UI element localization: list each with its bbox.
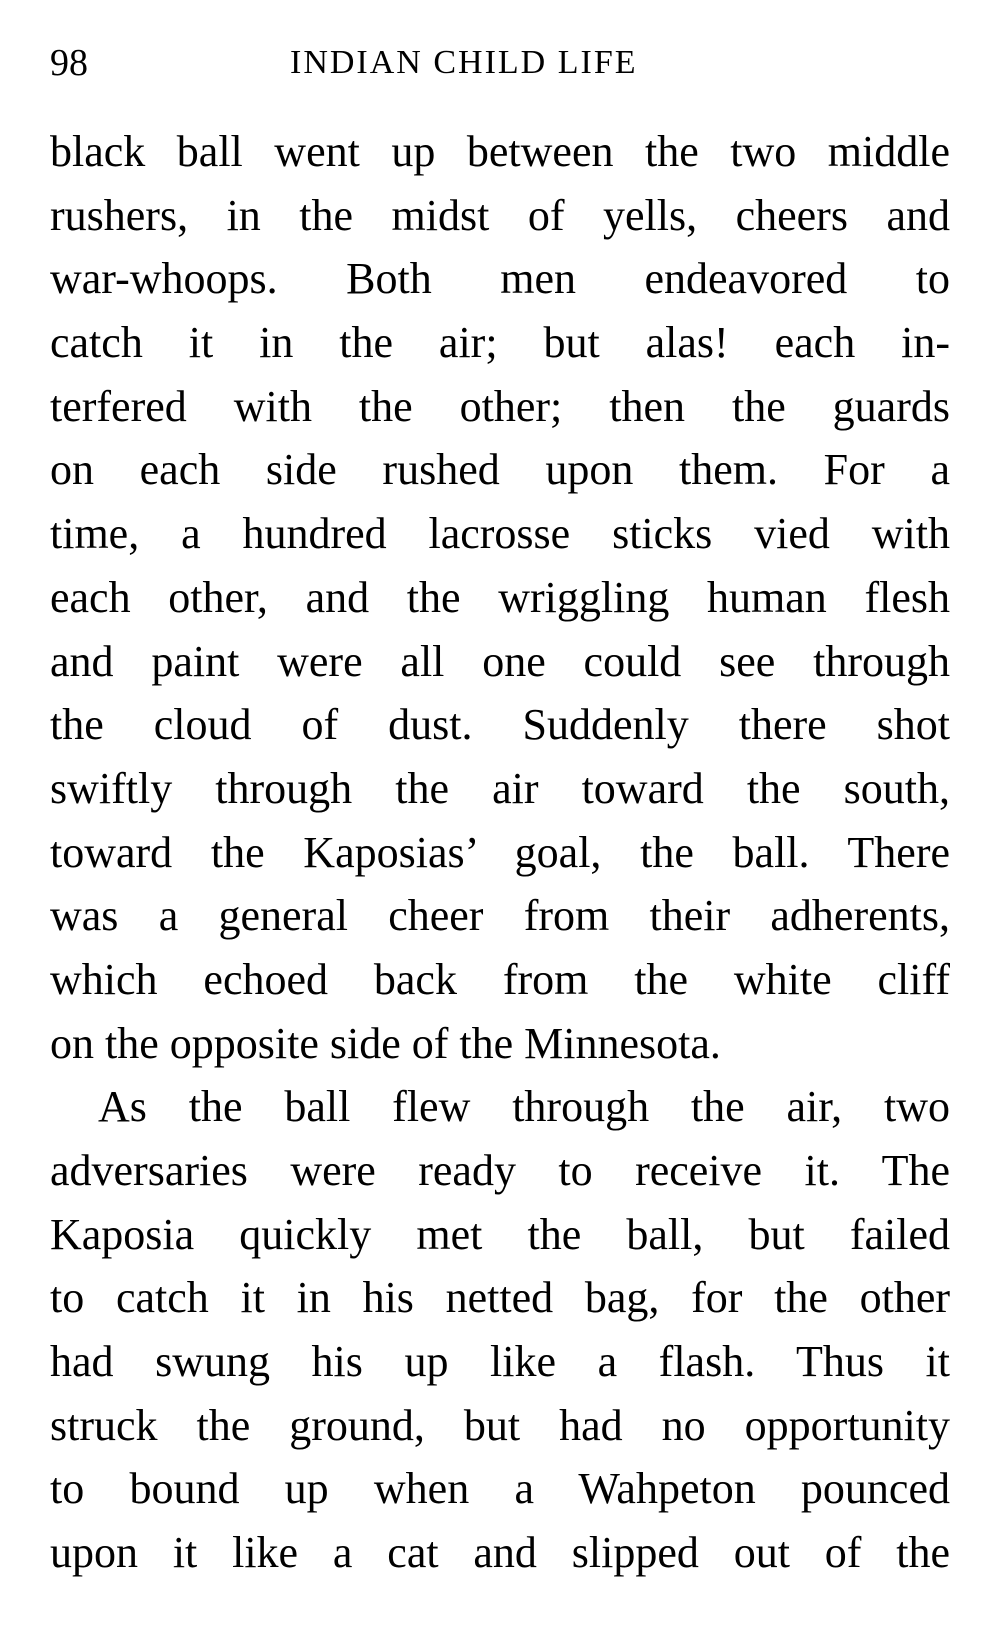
page-number: 98: [50, 42, 88, 84]
text-line: black ball went up between the two middle: [50, 127, 950, 176]
text-line: upon it like a cat and slipped out of the: [50, 1528, 950, 1578]
text-line: to catch it in his netted bag, for the other: [50, 1273, 950, 1323]
text-line: the cloud of dust. Suddenly there shot: [50, 700, 950, 750]
text-line: to bound up when a Wahpeton pounced: [50, 1464, 950, 1514]
text-line: on each side rushed upon them. For a: [50, 445, 950, 495]
text-line: on the opposite side of the Minnesota.: [50, 1018, 721, 1068]
text-line: rushers, in the midst of yells, cheers and: [50, 190, 950, 240]
text-line: time, a hundred lacrosse sticks vied with: [50, 509, 950, 559]
running-head: INDIAN CHILD LIFE: [290, 44, 638, 81]
text-line: As the ball flew through the air, two: [98, 1082, 950, 1132]
text-line: had swung his up like a flash. Thus it: [50, 1337, 950, 1387]
body-text: [50, 120, 950, 1585]
text-line: adversaries were ready to receive it. The: [50, 1146, 950, 1195]
page-header: [50, 38, 950, 88]
text-line: Kaposia quickly met the ball, but failed: [50, 1209, 950, 1259]
text-line: struck the ground, but had no opportunity: [50, 1400, 950, 1450]
text-line: was a general cheer from their adherents,: [50, 891, 950, 941]
text-line: and paint were all one could see through: [50, 636, 950, 686]
text-line: each other, and the wriggling human flesh: [50, 572, 950, 622]
text-line: terfered with the other; then the guards: [50, 381, 950, 431]
text-line: war-whoops. Both men endeavored to: [50, 254, 950, 304]
text-line: swiftly through the air toward the south,: [50, 763, 950, 813]
text-line: which echoed back from the white cliff: [50, 954, 950, 1004]
text-line: toward the Kaposias’ goal, the ball. There: [50, 827, 950, 877]
text-line: catch it in the air; but alas! each in-: [50, 318, 950, 368]
